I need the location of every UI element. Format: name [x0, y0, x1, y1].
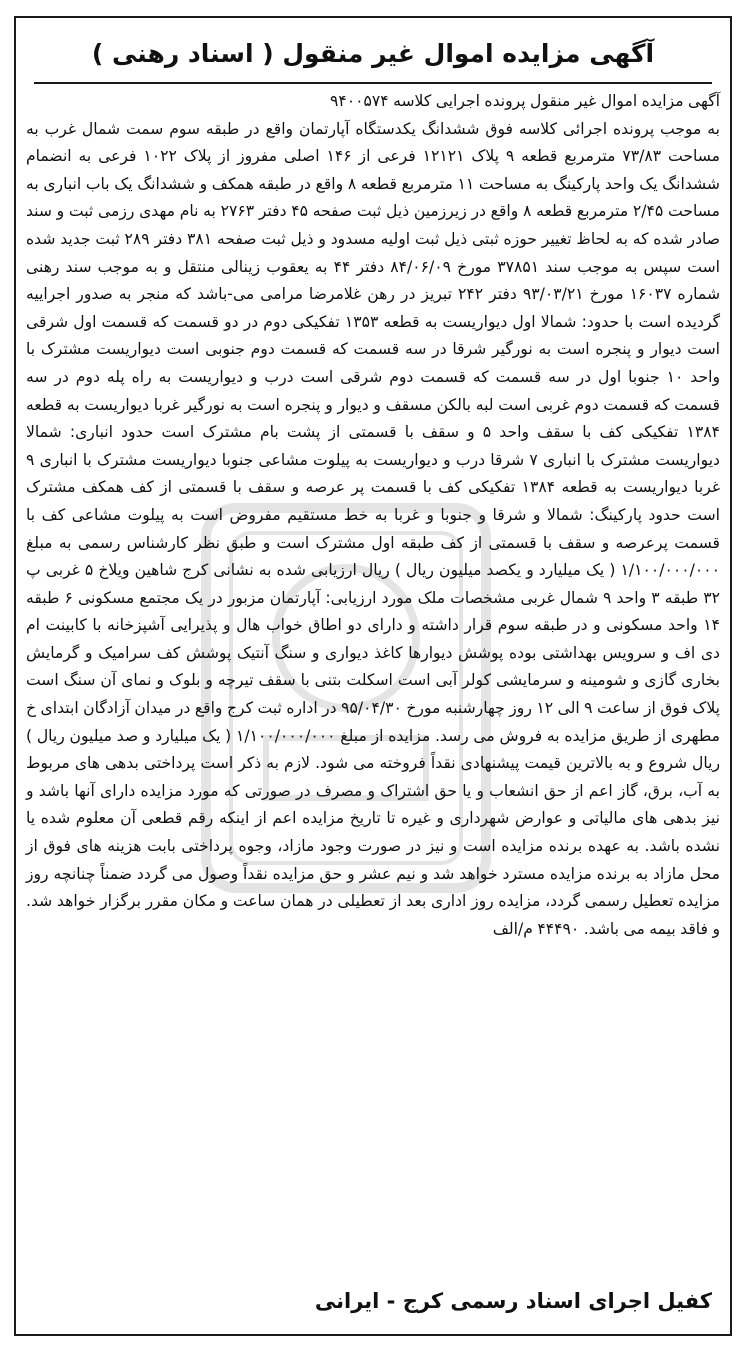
- notice-signature: کفیل اجرای اسناد رسمی کرج - ایرانی: [314, 1289, 712, 1313]
- notice-frame: [14, 16, 732, 1336]
- notice-first-line: آگهی مزایده اموال غیر منقول پرونده اجرایی کلاسه ۹۴۰۰۵۷۴: [330, 92, 720, 110]
- notice-body-paragraph: به موجب پرونده اجرائی کلاسه فوق ششدانگ یکدستگاه آپارتمان واقع در طبقه سوم سمت شمال غرب به مساحت ۷۳/۸۳ مترمربع قطعه ۹ پلاک ۱۲۱۲۱ فرعی از ۱۴۶ اصلی مفروز از پلاک ۱۰۲۲ فرعی به انضمام ششدانگ یک واحد پارکینگ به مساحت ۱۱ مترمربع قطعه ۸ واقع در طبقه همکف و ششدانگ یک باب انباری به مساحت ۲/۴۵ مترمربع قطعه ۸ واقع در زیرزمین ذیل ثبت صفحه ۴۵ دفتر ۲۷۶۳ به نام مهدی رزمی ثبت و سند صادر شده که به لحاظ تغییر حوزه ثبتی ذیل ثبت اولیه مسدود و ذیل ثبت صفحه ۳۸۱ دفتر ۲۸۹ ثبت جدید شده است سپس به موجب سند ۳۷۸۵۱ مورخ ۸۴/۰۶/۰۹ دفتر ۴۴ به یعقوب زینالی منتقل و به موجب سند رهنی شماره ۱۶۰۳۷ مورخ ۹۳/۰۳/۲۱ دفتر ۲۴۲ تبریز در رهن غلامرضا مرامی می-باشد که منجر به صدور اجراییه گردیده است با حدود: شمالا اول دیواریست به قطعه ۱۳۵۳ تفکیکی دوم در دو قسمت که قسمت اول شرقی است دیوار و پنجره است به نورگیر شرقا در سه قسمت که قسمت دوم جنوبی است دیواریست مشترک با واحد ۱۰ جنوبا اول در سه قسمت که قسمت دوم شرقی است درب و دیواریست به راه پله دوم در سه قسمت که قسمت دوم غربی است لبه بالکن مسقف و دیوار و پنجره است به نورگیر غربا دیواریست به قطعه ۱۳۸۴ تفکیکی کف با سقف واحد ۵ و سقف با قسمتی از پشت بام مشترک است حدود انباری: شمالا دیواریست مشترک با انباری ۷ شرقا درب و دیواریست به پیلوت مشاعی جنوبا دیواریست مشترک با انباری ۹ غربا دیواریست به قطعه ۱۳۸۴ تفکیکی کف با قسمت پر عرصه و سقف با قسمتی از کف همکف مشترک است حدود پارکینگ: شمالا و شرقا و جنوبا و غربا به خط مستقیم مفروض است به پیلوت مشاعی کف با قسمت پرعرصه و سقف با قسمتی از کف طبقه اول مشترک است و طبق نظر کارشناس رسمی به مبلغ ۱/۱۰۰/۰۰۰/۰۰۰ ( یک میلیارد و یکصد میلیون ریال ) ریال ارزیابی شده به نشانی کرج شاهین ویلاخ ۵ غربی پ ۳۲ طبقه ۳ واحد ۹ شمال غربی مشخصات ملک مورد ارزیابی: آپارتمان مزبور در یک مجتمع مسکونی ۶ طبقه ۱۴ واحد مسکونی و در طبقه سوم قرار داشته و دارای دو اطاق خواب هال و پذیرایی آشپزخانه با کابینت ام دی اف و سرویس بهداشتی بوده پوشش دیوارها کاغذ دیواری و سنگ آنتیک پوشش کف سرامیک و گرمایش بخاری گازی و شومینه و سرمایشی کولر آبی است اسکلت بتنی با سقف تیرچه و بلوک و نمای آن سنگ است پلاک فوق از ساعت ۹ الی ۱۲ روز چهارشنبه مورخ ۹۵/۰۴/۳۰ در اداره ثبت کرج واقع در میدان آزادگان ابتدای خ مطهری از طریق مزایده به فروش می رسد. مزایده از مبلغ ۱/۱۰۰/۰۰۰/۰۰۰ ( یک میلیارد و صد میلیون ریال ) ریال شروع و به بالاترین قیمت پیشنهادی نقداً فروخته می شود. لازم به ذکر است پرداختی بدهی های مربوط به آب، برق، گاز اعم از حق انشعاب و یا حق اشتراک و مصرف در صورتی که مورد مزایده دارای آنها باشد و نیز بدهی های مالیاتی و عوارض شهرداری و غیره تا تاریخ مزایده اعم از اینکه رقم قطعی آن معلوم شده یا نشده باشد. به عهده برنده مزایده است و نیز در صورت وجود مازاد، وجوه پرداختی بابت هزینه های فوق از محل مازاد به برنده مزایده مسترد خواهد شد و نیم عشر و حق مزایده نقداً وصول می گردد ضمناً چنانچه روز مزایده تعطیل رسمی گردد، مزایده روز اداری بعد از تعطیلی در همان ساعت و مکان مقرر برگزار خواهد شد. و فاقد بیمه می باشد. ۴۴۴۹۰ م/الف: [26, 119, 721, 938]
- notice-body: [26, 88, 720, 943]
- notice-title: آگهی مزایده اموال غیر منقول ( اسناد رهنی ): [34, 36, 712, 84]
